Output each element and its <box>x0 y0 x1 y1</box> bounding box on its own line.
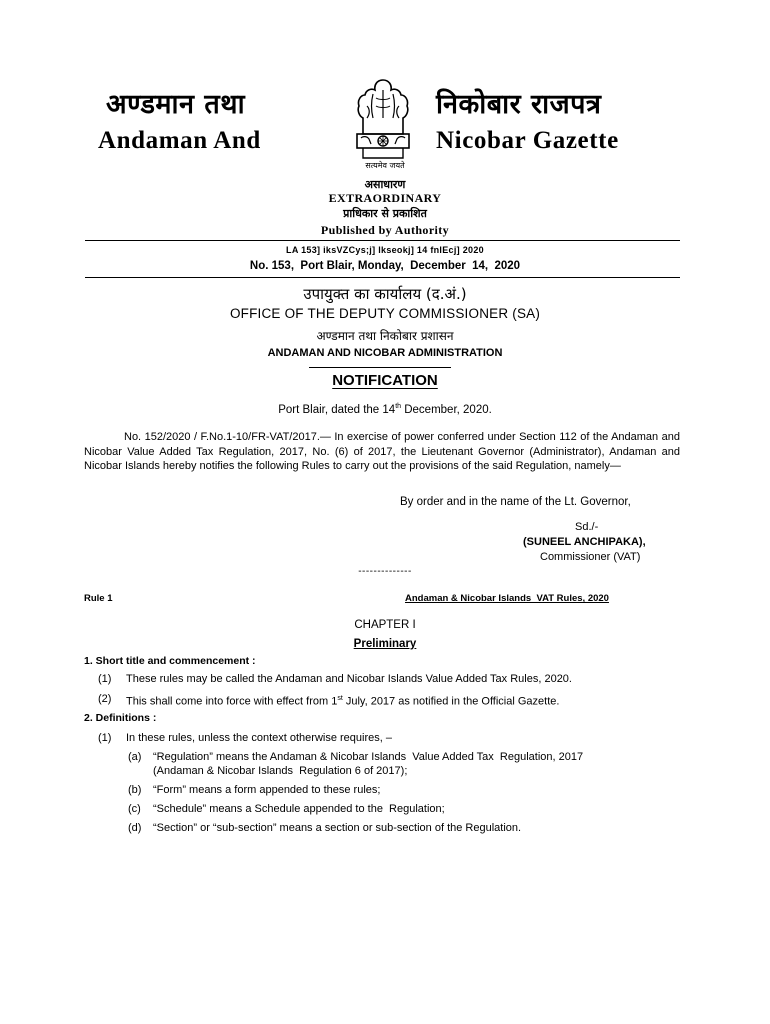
rules-title: Andaman & Nicobar Islands VAT Rules, 2020 <box>405 593 609 604</box>
s2-item-d-text: “Section” or “sub-section” means a section or sub-section of the Regulation. <box>153 822 522 834</box>
s2-item-b-text: “Form” means a form appended to these rules; <box>153 784 381 796</box>
signatory-designation: Commissioner (VAT) <box>540 551 641 563</box>
masthead-hindi-right: निकोबार राजपत्र <box>436 89 602 120</box>
signatory-name: (SUNEEL ANCHIPAKA), <box>523 536 646 548</box>
s2-item-b-num: (b) <box>128 784 142 796</box>
authority-label: Published by Authority <box>320 223 450 237</box>
header-rule-bottom <box>85 277 680 278</box>
order-line: By order and in the name of the Lt. Governor, <box>400 496 631 508</box>
s2-intro-num: (1) <box>98 732 112 744</box>
s1-item-2-suffix: July, 2017 as notified in the Official Gazette. <box>342 695 560 708</box>
date-suffix: December, 2020. <box>401 403 492 416</box>
section-2-heading: 2. Definitions : <box>84 712 157 724</box>
authority-hindi: प्राधिकार से प्रकाशित <box>343 207 427 220</box>
admin-hindi: अण्डमान तथा निकोबार प्रशासन <box>316 329 454 343</box>
date-prefix: Port Blair, dated the 14 <box>278 403 396 416</box>
s2-item-c-num: (c) <box>128 803 141 815</box>
office-title-hindi: उपायुक्त का कार्यालय (द.अं.) <box>303 285 467 303</box>
masthead-english-left: Andaman And <box>98 127 261 154</box>
office-title: OFFICE OF THE DEPUTY COMMISSIONER (SA) <box>229 306 541 321</box>
s2-item-c-text: “Schedule” means a Schedule appended to the Regulation; <box>153 803 445 815</box>
sd-line: Sd./- <box>575 521 599 533</box>
notification-heading <box>0 372 770 389</box>
masthead-english-right: Nicobar Gazette <box>436 127 619 154</box>
s2-item-a-num: (a) <box>128 751 142 763</box>
separator-line: -------------- <box>358 566 412 577</box>
notification-body: No. 152/2020 / F.No.1-10/FR-VAT/2017.— In exercise of power conferred under Section 112 of the Andaman and Nicobar Value Added Tax Regulation, 2017, No. (6) of 2017, the Lieutenant Governor (Administrator), Andaman and Nicobar Islands hereby notifies the following Rules to carry out the provisions of the said Regulation, namely— <box>84 431 680 472</box>
s2-item-d-num: (d) <box>128 822 142 834</box>
extraordinary-label: EXTRAORDINARY <box>328 191 442 205</box>
s2-item-a-line1: “Regulation” means the Andaman & Nicobar Islands Value Added Tax Regulation, 2017 <box>153 751 584 763</box>
notification-date <box>0 403 770 416</box>
extraordinary-hindi: असाधारण <box>364 178 406 191</box>
issue-line-hindi: LA 153] iksVZCys;j] lkseokj] 14 fnlEcj] 2020 <box>286 245 484 255</box>
s1-item-2-text <box>126 692 559 709</box>
emblem-motto: सत्यमेव जयते <box>365 161 405 170</box>
s1-item-2-prefix: This shall come into force with effect from 1 <box>126 695 338 708</box>
header-rule-top <box>85 240 680 241</box>
section-1-heading: 1. Short title and commencement : <box>84 655 256 667</box>
date-sup: th <box>395 403 402 410</box>
masthead-hindi-left: अण्डमान तथा <box>106 89 246 120</box>
s1-item-2-num: (2) <box>98 693 112 705</box>
chapter-title <box>0 638 770 650</box>
s1-item-2-sup: st <box>337 695 343 702</box>
notification-rule <box>309 367 451 368</box>
issue-line: No. 153, Port Blair, Monday, December 14, 2020 <box>249 260 521 272</box>
s2-item-a-line2: (Andaman & Nicobar Islands Regulation 6 of 2017); <box>153 765 408 777</box>
s1-item-1-text: These rules may be called the Andaman and Nicobar Islands Value Added Tax Rules, 2020. <box>126 673 572 685</box>
admin-title: ANDAMAN AND NICOBAR ADMINISTRATION <box>267 347 503 359</box>
chapter-label: CHAPTER I <box>354 619 416 631</box>
notification-heading-text: NOTIFICATION <box>332 372 438 389</box>
s2-intro-text: In these rules, unless the context otherwise requires, – <box>126 732 392 744</box>
s1-item-1-num: (1) <box>98 673 112 685</box>
chapter-title-text: Preliminary <box>353 638 417 650</box>
rule-label: Rule 1 <box>84 593 113 604</box>
